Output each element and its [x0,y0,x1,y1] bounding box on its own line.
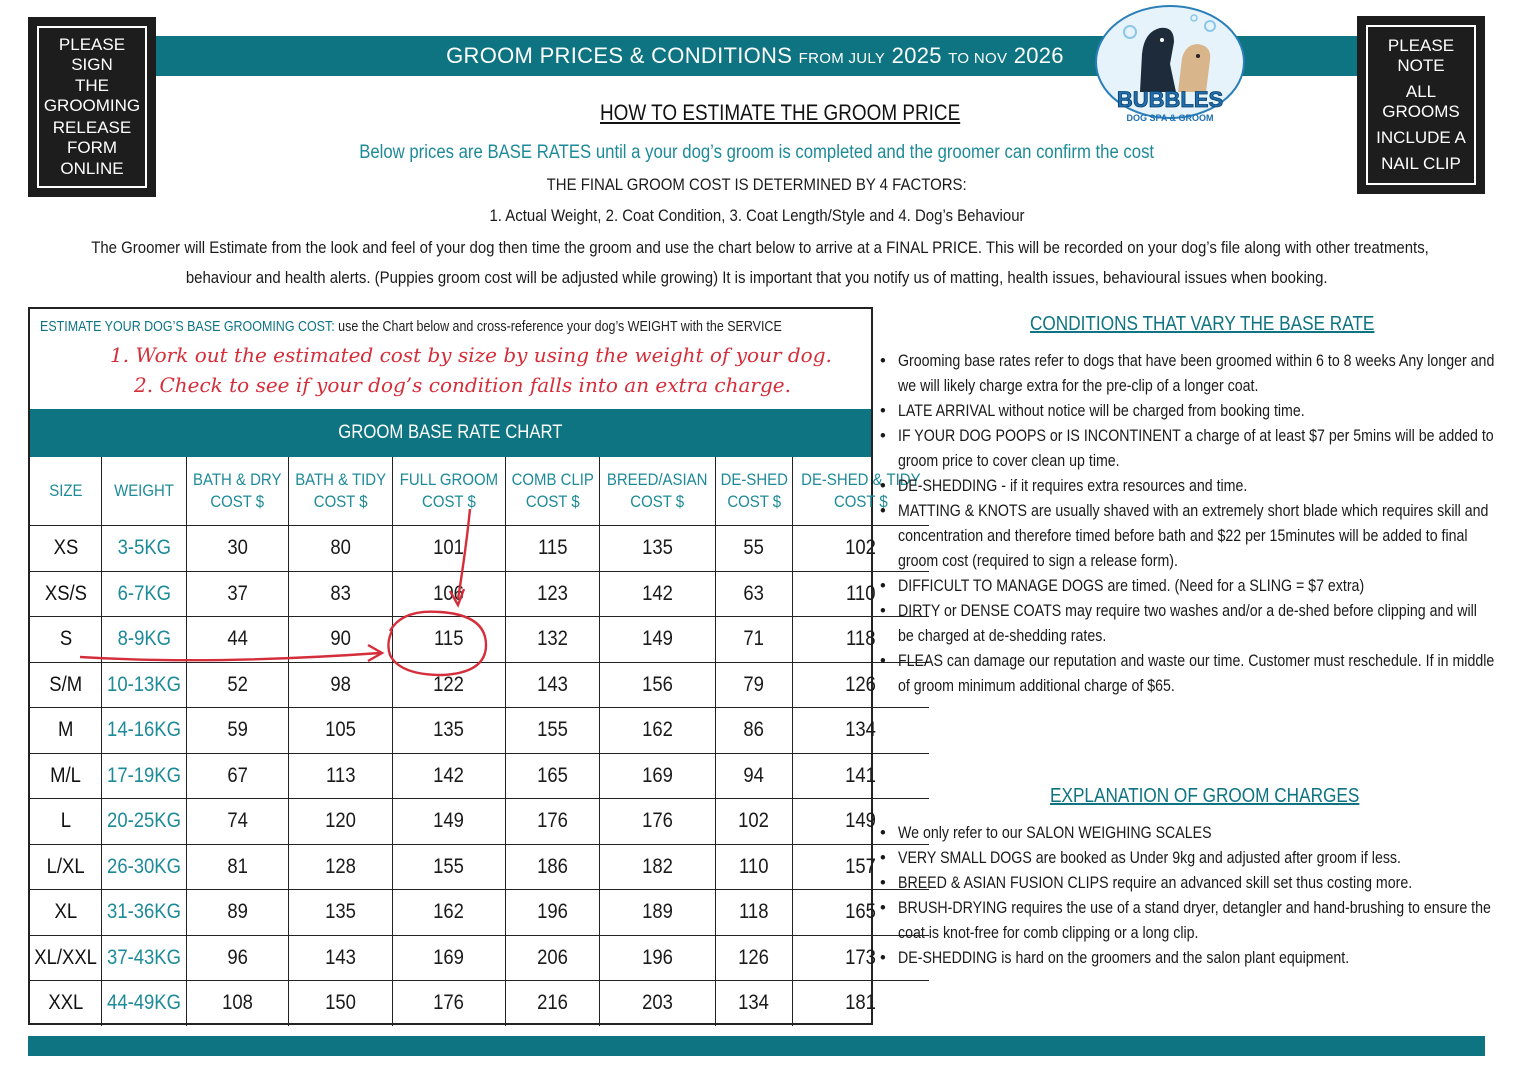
table-row [30,662,929,708]
price-cell: 149 [793,799,929,845]
price-cell: 37 [187,571,288,617]
price-cell: 196 [600,935,715,981]
price-cell: 182 [600,844,715,890]
size-cell: XXL [30,981,102,1026]
notice-line: THE GROOMING [43,76,141,116]
price-cell: 118 [715,890,793,936]
title-main: GROOM PRICES & CONDITIONS [446,43,793,68]
price-cell: 155 [505,708,600,754]
price-cell: 142 [393,753,506,799]
table-row [30,981,929,1026]
table-row [30,526,929,572]
title-year-end: 2026 [1013,43,1064,68]
weight-cell: 8-9KG [102,617,187,663]
factors-list: 1. Actual Weight, 2. Coat Condition, 3. Coat Length/Style and 4. Dog’s Behaviour [489,206,1025,225]
price-cell: 176 [393,981,506,1026]
price-cell: 86 [715,708,793,754]
price-cell: 186 [505,844,600,890]
price-cell: 96 [187,935,288,981]
explanation-list [876,821,1496,971]
conditions-heading: CONDITIONS THAT VARY THE BASE RATE [1030,313,1375,335]
table-row [30,799,929,845]
table-row [30,571,929,617]
price-cell: 176 [505,799,600,845]
price-cell: 181 [793,981,929,1026]
price-cell: 162 [393,890,506,936]
logo-tagline: DOG SPA & GROOM [1126,113,1214,123]
estimate-instructions [40,319,782,335]
bullet-item: • DIRTY or DENSE COATS may require two washes and/or a de-shed before clipping and will be charged at de-shedding rates. [876,599,1496,649]
size-cell: XS/S [30,571,102,617]
notice-line: ALL GROOMS [1382,82,1460,121]
bullet-item: • FLEAS can damage our reputation and waste our time. Customer must reschedule. If in middle of groom minimum additional charge of $65. [876,649,1496,699]
price-cell: 120 [288,799,392,845]
column-header: BATH & TIDY COST $ [288,457,392,526]
title-from: FROM JULY [798,50,886,67]
bullet-item: • MATTING & KNOTS are usually shaved with an extremely short blade which requires skill and concentration and therefore timed before bath and $22 per 15minutes will be added to final groom cost (required to sign a release form). [876,499,1496,574]
title-to: TO NOV [948,50,1008,67]
price-cell: 94 [715,753,793,799]
column-header: BREED/ASIAN COST $ [600,457,715,526]
sign-release-form-notice [28,17,156,197]
size-cell: S [30,617,102,663]
column-header: DE-SHED COST $ [715,457,793,526]
size-cell: L [30,799,102,845]
price-cell: 55 [715,526,793,572]
table-row [30,708,929,754]
estimate-instruction-text: use the Chart below and cross-reference your dog’s WEIGHT with the SERVICE [334,319,782,335]
table-row [30,935,929,981]
how-to-estimate-heading: HOW TO ESTIMATE THE GROOM PRICE [600,100,961,125]
price-cell: 122 [393,662,506,708]
base-rate-table [30,457,929,1026]
weight-cell: 3-5KG [102,526,187,572]
price-cell: 52 [187,662,288,708]
price-cell: 67 [187,753,288,799]
bullet-item: • LATE ARRIVAL without notice will be charged from booking time. [876,399,1496,424]
price-cell: 128 [288,844,392,890]
size-cell: S/M [30,662,102,708]
estimate-label: ESTIMATE YOUR DOG’S BASE GROOMING COST: [40,319,335,335]
groomer-explanation-line-1: The Groomer will Estimate from the look and feel of your dog then time the groom and use the chart below to arrive at a FINAL PRICE. This will be recorded on your dog’s file along with other treatments, [91,238,1429,257]
price-cell: 135 [393,708,506,754]
table-row [30,844,929,890]
notice-line: RELEASE FORM [52,117,132,157]
price-cell: 102 [715,799,793,845]
weight-cell: 31-36KG [102,890,187,936]
bullet-item: • DE-SHEDDING is hard on the groomers and the salon plant equipment. [876,946,1496,971]
price-cell: 63 [715,571,793,617]
price-cell: 169 [393,935,506,981]
price-cell: 155 [393,844,506,890]
price-cell: 74 [187,799,288,845]
price-cell: 206 [505,935,600,981]
weight-cell: 20-25KG [102,799,187,845]
price-cell: 134 [715,981,793,1026]
bullet-item: • DIFFICULT TO MANAGE DOGS are timed. (Need for a SLING = $7 extra) [876,574,1496,599]
weight-cell: 10-13KG [102,662,187,708]
conditions-list [876,349,1496,699]
chart-banner: GROOM BASE RATE CHART [30,409,871,457]
price-cell: 189 [600,890,715,936]
price-cell: 165 [505,753,600,799]
bullet-item: • We only refer to our SALON WEIGHING SCALES [876,821,1496,846]
price-cell: 81 [187,844,288,890]
price-cell: 169 [600,753,715,799]
table-header-row [30,457,929,526]
bullet-item: • Grooming base rates refer to dogs that have been groomed within 6 to 8 weeks Any longer and we will likely charge extra for the pre-clip of a longer coat. [876,349,1496,399]
size-cell: M [30,708,102,754]
price-cell: 135 [288,890,392,936]
price-cell: 203 [600,981,715,1026]
table-row [30,753,929,799]
footer-bar [28,1036,1485,1056]
price-cell: 79 [715,662,793,708]
price-cell: 89 [187,890,288,936]
notice-line: PLEASE SIGN [58,34,126,74]
price-cell: 113 [288,753,392,799]
price-cell: 156 [600,662,715,708]
handwritten-step-2: 2. Check to see if your dog’s condition falls into an extra charge. [134,373,791,397]
table-row [30,617,929,663]
column-header: WEIGHT [102,457,187,526]
bullet-item: • VERY SMALL DOGS are booked as Under 9kg and adjusted after groom if less. [876,846,1496,871]
size-cell: M/L [30,753,102,799]
bullet-item: • BRUSH-DRYING requires the use of a stand dryer, detangler and hand-brushing to ensure the coat is knot-free for comb clipping or a long clip. [876,896,1496,946]
price-cell: 149 [600,617,715,663]
groomer-explanation-line-2: behaviour and health alerts. (Puppies groom cost will be adjusted while growing) It is important that you notify us of matting, health issues, behavioural issues when booking. [186,268,1328,287]
price-cell: 126 [715,935,793,981]
price-cell: 30 [187,526,288,572]
price-cell: 149 [393,799,506,845]
bullet-item: • IF YOUR DOG POOPS or IS INCONTINENT a charge of at least $7 per 5mins will be added to groom price to cover clean up time. [876,424,1496,474]
column-header: COMB CLIP COST $ [505,457,600,526]
title-year-start: 2025 [891,43,942,68]
column-header: BATH & DRY COST $ [187,457,288,526]
price-cell: 142 [600,571,715,617]
weight-cell: 6-7KG [102,571,187,617]
price-cell: 115 [505,526,600,572]
notice-line: INCLUDE A [1376,128,1466,147]
price-cell: 157 [793,844,929,890]
column-header: FULL GROOM COST $ [393,457,506,526]
bubbles-logo [1090,4,1250,130]
logo-wordmark: BUBBLES [1116,87,1224,112]
size-cell: XS [30,526,102,572]
weight-cell: 17-19KG [102,753,187,799]
explanation-heading: EXPLANATION OF GROOM CHARGES [1050,785,1360,807]
price-cell: 143 [505,662,600,708]
notice-line: ONLINE [60,159,124,179]
price-cell: 102 [793,526,929,572]
price-cell: 165 [793,890,929,936]
price-cell: 132 [505,617,600,663]
price-cell: 150 [288,981,392,1026]
price-cell: 173 [793,935,929,981]
price-cell: 126 [793,662,929,708]
price-cell: 98 [288,662,392,708]
table-body [30,526,929,1026]
notice-line: NAIL CLIP [1381,154,1461,173]
column-header: DE-SHED & TIDY COST $ [793,457,929,526]
price-cell: 44 [187,617,288,663]
price-cell: 123 [505,571,600,617]
bullet-item: • DE-SHEDDING - if it requires extra resources and time. [876,474,1496,499]
price-cell: 135 [600,526,715,572]
price-cell: 134 [793,708,929,754]
column-header: SIZE [30,457,102,526]
price-cell: 196 [505,890,600,936]
table-row [30,890,929,936]
size-cell: XL [30,890,102,936]
price-cell: 162 [600,708,715,754]
final-cost-factors-heading: THE FINAL GROOM COST IS DETERMINED BY 4 FACTORS: [546,175,968,194]
price-cell: 71 [715,617,793,663]
weight-cell: 37-43KG [102,935,187,981]
price-cell: 110 [715,844,793,890]
size-cell: L/XL [30,844,102,890]
price-cell: 110 [793,571,929,617]
size-cell: XL/XXL [30,935,102,981]
price-cell: 80 [288,526,392,572]
price-cell: 176 [600,799,715,845]
price-cell: 90 [288,617,392,663]
bullet-item: • BREED & ASIAN FUSION CLIPS require an advanced skill set thus costing more. [876,871,1496,896]
price-cell: 115 [393,617,506,663]
price-cell: 141 [793,753,929,799]
price-cell: 118 [793,617,929,663]
groom-rate-chart [28,307,921,1025]
weight-cell: 44-49KG [102,981,187,1026]
price-cell: 216 [505,981,600,1026]
price-cell: 143 [288,935,392,981]
price-cell: 59 [187,708,288,754]
price-cell: 105 [288,708,392,754]
price-cell: 101 [393,526,506,572]
base-rates-note: Below prices are BASE RATES until a your dog’s groom is completed and the groomer can confirm the cost [359,142,1155,163]
handwritten-step-1: 1. Work out the estimated cost by size by using the weight of your dog. [110,343,832,367]
price-cell: 108 [187,981,288,1026]
weight-cell: 26-30KG [102,844,187,890]
notice-line: PLEASE NOTE [1387,36,1455,75]
weight-cell: 14-16KG [102,708,187,754]
nail-clip-notice [1357,16,1485,194]
price-cell: 83 [288,571,392,617]
price-cell: 106 [393,571,506,617]
